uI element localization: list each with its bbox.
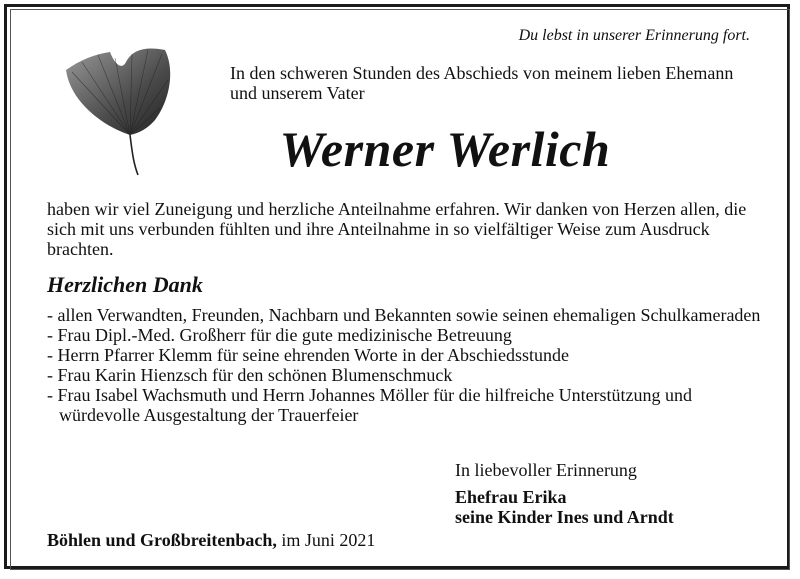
thanks-list: [47, 305, 767, 425]
place: Böhlen und Großbreitenbach,: [47, 530, 277, 550]
intro-text: In den schweren Stunden des Abschieds von meinem lieben Ehemann und unserem Vater: [230, 63, 734, 103]
motto: Du lebst in unserer Erinnerung fort.: [518, 27, 750, 44]
body-text: haben wir viel Zuneigung und herzliche Anteilnahme erfahren. Wir danken von Herzen allen, die sich mit uns verbunden fühlten und ihre Anteilnahme in so vielfältiger Weise zum Ausdruck brachten.: [47, 199, 747, 259]
list-item: - Frau Isabel Wachsmuth und Herrn Johannes Möller für die hilfreiche Unterstützung und würdevolle Ausgestaltung der Trauerfeier: [47, 385, 693, 425]
signer-line: seine Kinder Ines und Arndt: [455, 507, 674, 527]
list-item: - allen Verwandten, Freunden, Nachbarn und Bekannten sowie seinen ehemaligen Schulkameraden: [47, 305, 761, 325]
signer-line: Ehefrau Erika: [455, 487, 567, 507]
thanks-heading: Herzlichen Dank: [47, 272, 203, 297]
list-item: - Herrn Pfarrer Klemm für seine ehrenden Worte in der Abschiedsstunde: [47, 345, 570, 365]
remember-line: In liebevoller Erinnerung: [455, 460, 637, 480]
list-item: - Frau Dipl.-Med. Großherr für die gute medizinische Betreuung: [47, 325, 512, 345]
signers: [455, 487, 674, 527]
place-date: [47, 530, 375, 551]
list-item: - Frau Karin Hienzsch für den schönen Blumenschmuck: [47, 365, 453, 385]
deceased-name: Werner Werlich: [279, 121, 611, 177]
date: im Juni 2021: [281, 530, 376, 550]
